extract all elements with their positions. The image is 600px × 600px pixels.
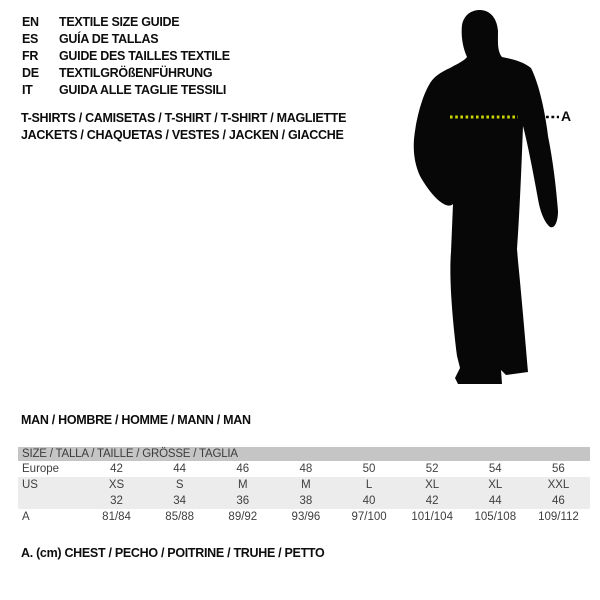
table-cell: 36 xyxy=(236,495,250,507)
man-silhouette-svg xyxy=(405,6,565,388)
table-cell: 109/112 xyxy=(538,511,579,523)
language-title: GUIDA ALLE TAGLIE TESSILI xyxy=(59,83,227,97)
size-table-header: SIZE / TALLA / TAILLE / GRÖSSE / TAGLIA xyxy=(18,447,590,461)
table-cell: 44 xyxy=(488,495,502,507)
garment-categories xyxy=(21,110,346,144)
table-cell: 52 xyxy=(425,463,439,475)
table-cell: 97/100 xyxy=(351,511,387,523)
table-cell: 85/88 xyxy=(165,511,195,523)
table-cell: 46 xyxy=(552,495,565,507)
table-cell: XL xyxy=(488,479,503,491)
table-cell: XXL xyxy=(547,479,570,491)
row-label: A xyxy=(22,511,30,523)
man-silhouette-shape xyxy=(414,10,558,384)
table-row-europe xyxy=(18,461,590,477)
table-cell: 40 xyxy=(362,495,376,507)
size-table xyxy=(18,447,590,525)
language-code: DE xyxy=(22,66,39,80)
table-cell: 89/92 xyxy=(228,511,258,523)
language-row-en xyxy=(22,14,230,31)
table-row-us xyxy=(18,477,590,493)
table-cell: 50 xyxy=(362,463,376,475)
table-cell: XL xyxy=(425,479,440,491)
table-cell: M xyxy=(301,479,311,491)
language-row-fr xyxy=(22,48,230,65)
table-cell: XS xyxy=(108,479,125,491)
gender-heading: MAN / HOMBRE / HOMME / MANN / MAN xyxy=(21,413,251,427)
table-cell: 42 xyxy=(425,495,439,507)
table-cell: 48 xyxy=(299,463,313,475)
language-code: IT xyxy=(22,83,33,97)
table-cell: 42 xyxy=(110,463,123,475)
category-line-jackets: JACKETS / CHAQUETAS / VESTES / JACKEN / GIACCHE xyxy=(21,128,344,142)
table-cell: 34 xyxy=(173,495,187,507)
man-silhouette-figure xyxy=(405,6,565,388)
table-cell: 32 xyxy=(110,495,123,507)
language-title: GUÍA DE TALLAS xyxy=(59,32,159,46)
language-title: TEXTILGRÖßENFÜHRUNG xyxy=(59,66,213,80)
language-code: FR xyxy=(22,49,39,63)
table-cell: L xyxy=(365,479,373,491)
language-code: EN xyxy=(22,15,39,29)
table-cell: 105/108 xyxy=(474,511,517,523)
table-cell: 101/104 xyxy=(411,511,453,523)
table-cell: 44 xyxy=(173,463,187,475)
table-row-chest-cm xyxy=(18,509,590,525)
language-row-es xyxy=(22,31,230,48)
language-guide-list xyxy=(22,14,230,99)
table-cell: M xyxy=(238,479,248,491)
measurement-legend: A. (cm) CHEST / PECHO / POITRINE / TRUHE / PETTO xyxy=(21,546,325,560)
measure-label-a: A xyxy=(561,108,572,124)
language-title: GUIDE DES TAILLES TEXTILE xyxy=(59,49,230,63)
category-line-tshirts: T-SHIRTS / CAMISETAS / T-SHIRT / T-SHIRT / MAGLIETTE xyxy=(21,111,347,125)
table-cell: 93/96 xyxy=(291,511,321,523)
table-cell: 38 xyxy=(299,495,313,507)
table-cell: 54 xyxy=(488,463,502,475)
row-label: Europe xyxy=(22,463,60,475)
table-cell: 56 xyxy=(552,463,565,475)
table-cell: S xyxy=(175,479,184,491)
language-title: TEXTILE SIZE GUIDE xyxy=(59,15,180,29)
row-label: US xyxy=(22,479,38,491)
language-code: ES xyxy=(22,32,39,46)
language-row-de xyxy=(22,65,230,82)
table-row-us-numeric xyxy=(18,493,590,509)
language-row-it xyxy=(22,82,230,99)
table-cell: 46 xyxy=(236,463,250,475)
table-cell: 81/84 xyxy=(102,511,131,523)
